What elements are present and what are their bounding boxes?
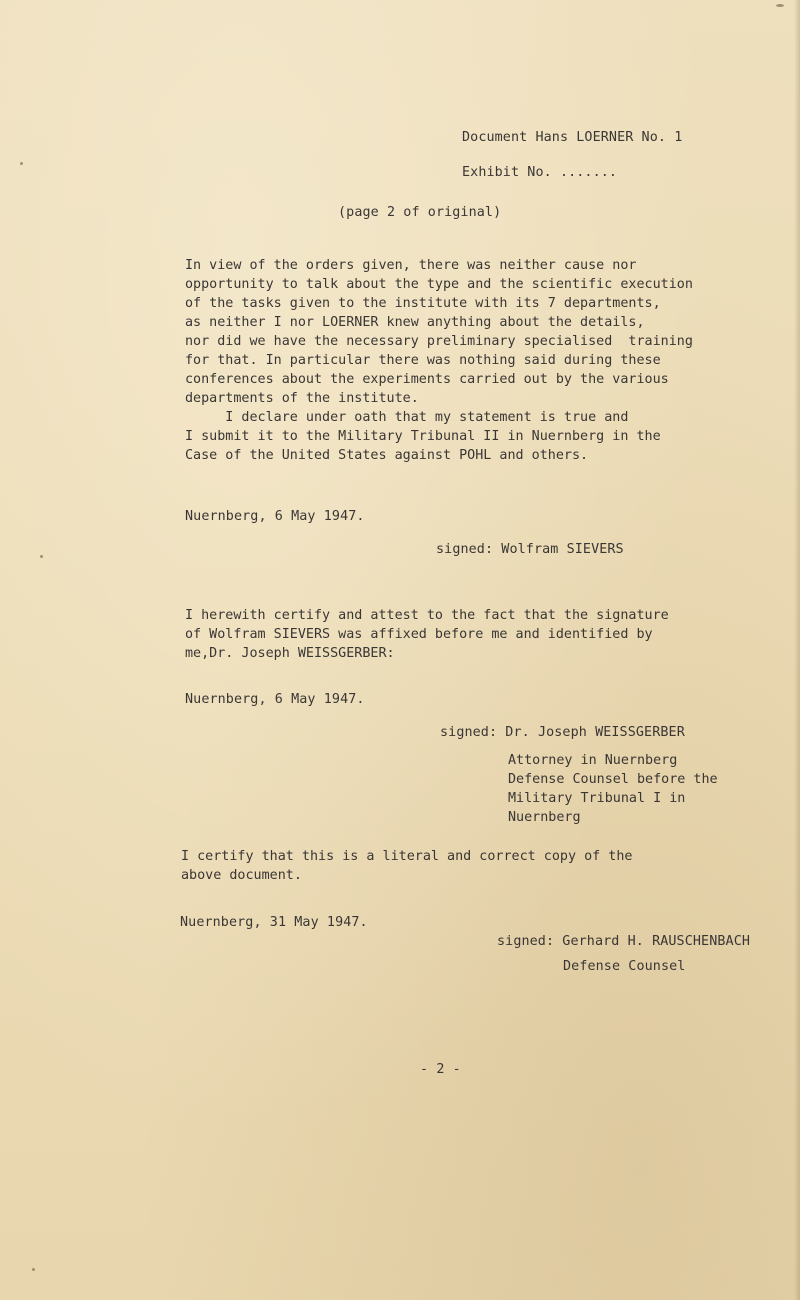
text-line: Military Tribunal I in [508, 791, 686, 806]
place-date-3: Nuernberg, 31 May 1947. [180, 915, 368, 930]
weissgerber-title-block [508, 751, 718, 827]
certification-paragraph-2 [181, 847, 632, 885]
text-line: In view of the orders given, there was neither cause nor [185, 258, 637, 273]
text-line: above document. [181, 868, 302, 883]
text-line: I submit it to the Military Tribunal II in Nuernberg in the [185, 429, 661, 444]
page-note: (page 2 of original) [338, 205, 502, 220]
text-line: as neither I nor LOERNER knew anything about the details, [185, 315, 645, 330]
place-date-2: Nuernberg, 6 May 1947. [185, 692, 365, 707]
text-line: conferences about the experiments carried out by the various [185, 372, 669, 387]
paper-speck [40, 555, 43, 558]
signature-rauschenbach: signed: Gerhard H. RAUSCHENBACH [497, 934, 751, 949]
text-line: I herewith certify and attest to the fact that the signature [185, 608, 669, 623]
statement-paragraph-2 [185, 408, 661, 465]
certification-paragraph-1 [185, 606, 669, 663]
signature-weissgerber: signed: Dr. Joseph WEISSGERBER [440, 725, 685, 740]
signature-sievers: signed: Wolfram SIEVERS [436, 542, 624, 557]
signer-role: Defense Counsel [563, 959, 686, 974]
text-line: I certify that this is a literal and correct copy of the [181, 849, 633, 864]
exhibit-number: Exhibit No. ....... [462, 165, 618, 180]
text-line: of the tasks given to the institute with its 7 departments, [185, 296, 661, 311]
page-edge-shadow [794, 0, 800, 1300]
text-line: of Wolfram SIEVERS was affixed before me and identified by [185, 627, 653, 642]
text-line: for that. In particular there was nothing said during these [185, 353, 661, 368]
paper-speck [32, 1268, 35, 1271]
paper-speck [776, 4, 784, 7]
text-line: Defense Counsel before the [508, 772, 718, 787]
statement-paragraph-1 [185, 256, 693, 408]
paper-speck [20, 162, 23, 165]
text-line: Attorney in Nuernberg [508, 753, 678, 768]
text-line: departments of the institute. [185, 391, 419, 406]
document-reference: Document Hans LOERNER No. 1 [462, 130, 683, 145]
text-line: me,Dr. Joseph WEISSGERBER: [185, 646, 395, 661]
place-date-1: Nuernberg, 6 May 1947. [185, 509, 365, 524]
page-number: - 2 - [420, 1062, 461, 1077]
text-line: I declare under oath that my statement is true and [185, 410, 629, 425]
text-line: Nuernberg [508, 810, 581, 825]
text-line: nor did we have the necessary preliminary specialised training [185, 334, 693, 349]
text-line: opportunity to talk about the type and the scientific execution [185, 277, 693, 292]
text-line: Case of the United States against POHL and others. [185, 448, 589, 463]
